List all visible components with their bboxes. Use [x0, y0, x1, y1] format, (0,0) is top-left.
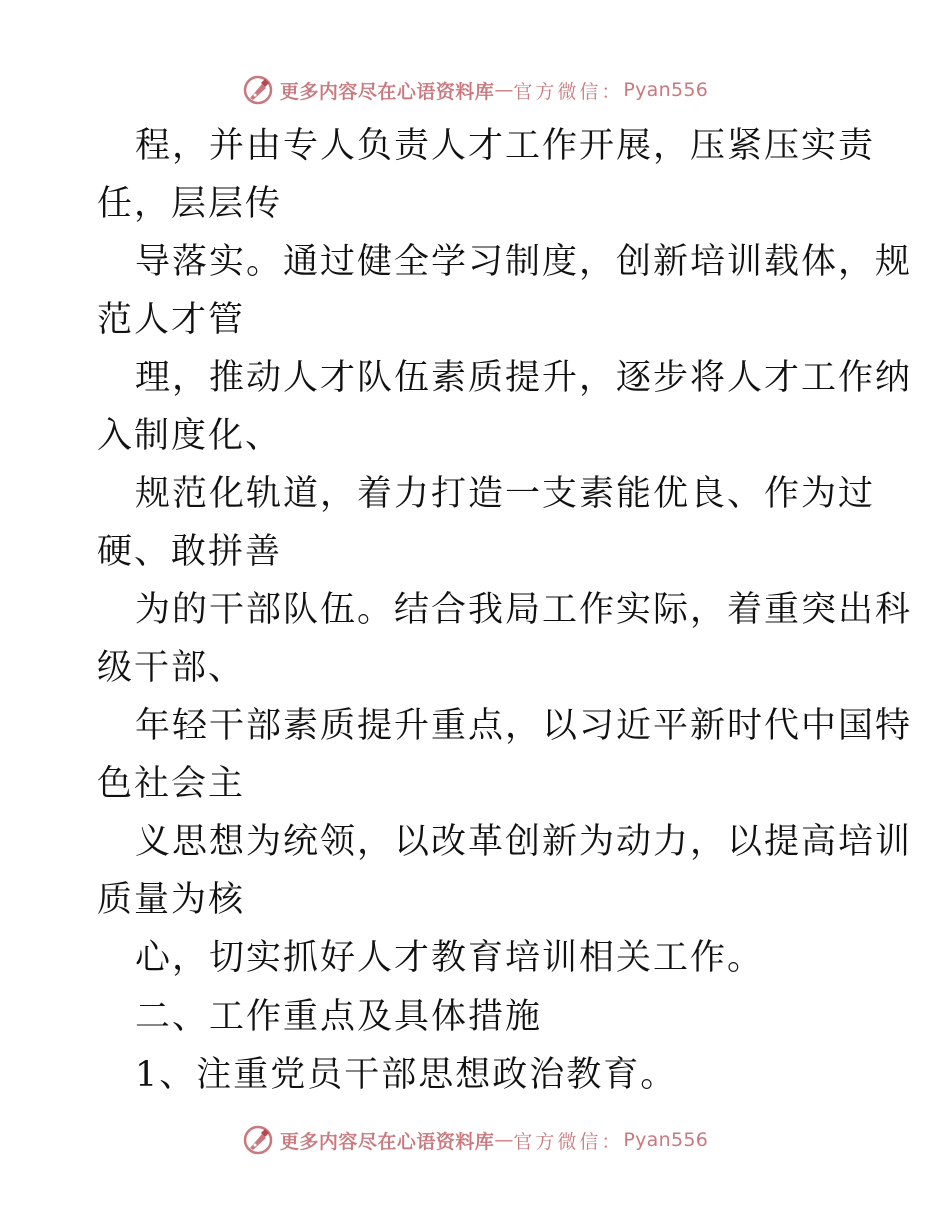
text-line: 任，层层传 [97, 184, 283, 224]
watermark-wechat-id: Pyan556 [623, 1129, 709, 1151]
text-line: 导落实。通过健全学习制度，创新培训载体，规 [135, 242, 913, 282]
text-line: 规范化轨道，着力打造一支素能优良、作为过 [135, 474, 876, 514]
text-line: 心，切实抓好人才教育培训相关工作。 [135, 938, 765, 978]
watermark-label: 官方微信： [513, 80, 624, 103]
watermark-wechat-id: Pyan556 [623, 79, 709, 101]
text-line: 年轻干部素质提升重点，以习近平新时代中国特 [135, 706, 913, 746]
text-line: 范人才管 [97, 300, 246, 340]
pen-nib-logo-icon [242, 1124, 274, 1156]
watermark-label: 官方微信： [513, 1130, 624, 1153]
text-line: 理，推动人才队伍素质提升，逐步将人才工作纳 [135, 358, 913, 398]
text-line: 入制度化、 [97, 416, 283, 456]
text-line: 程，并由专人负责人才工作开展，压紧压实责 [135, 126, 876, 166]
section-heading: 二、工作重点及具体措施 [135, 997, 543, 1037]
watermark-brand: 更多内容尽在心语资料库 [279, 1130, 495, 1153]
watermark-brand: 更多内容尽在心语资料库 [279, 80, 495, 103]
footer-watermark [0, 1120, 950, 1160]
list-item: 1、注重党员干部思想政治教育。 [135, 1055, 678, 1095]
text-line: 为的干部队伍。结合我局工作实际，着重突出科 [135, 590, 913, 630]
text-line: 硬、敢拼善 [97, 532, 283, 572]
watermark-separator: — [494, 79, 514, 101]
text-line: 义思想为统领，以改革创新为动力，以提高培训 [135, 822, 913, 862]
watermark-separator: — [494, 1129, 514, 1151]
text-line: 级干部、 [97, 648, 246, 688]
text-line: 质量为核 [97, 880, 246, 920]
text-line: 色社会主 [97, 764, 246, 804]
